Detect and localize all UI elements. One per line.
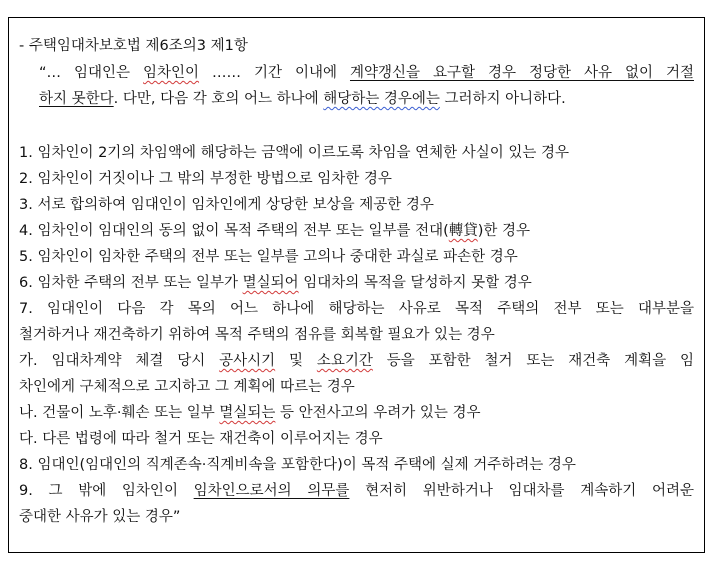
intro-text: 그러하지 아니하다.: [439, 91, 566, 107]
list-item: 7. 임대인이 다음 각 목의 어느 하나에 해당하는 사유로 목적 주택의 전부 또는 대부분을: [19, 301, 694, 317]
list-item: 철거하거나 재건축하기 위하여 목적 주택의 점유를 회복할 필요가 있는 경우: [19, 327, 495, 343]
document-frame: [8, 17, 705, 553]
list-item: [19, 218, 694, 244]
list-item: 차인에게 구체적으로 고지하고 그 계획에 따르는 경우: [19, 379, 355, 395]
list-item: [19, 400, 694, 426]
item-text: 및: [275, 353, 317, 369]
list-item: 다. 다른 법령에 따라 철거 또는 재건축이 이루어지는 경우: [19, 431, 383, 447]
item-text: 등 안전사고의 우려가 있는 경우: [275, 405, 481, 421]
item-text: 멸실되어: [242, 275, 299, 291]
list-item: 3. 서로 합의하여 임대인이 임차인에게 상당한 보상을 제공한 경우: [19, 197, 434, 213]
list-item: 8. 임대인(임대인의 직계존속·직계비속을 포함한다)이 목적 주택에 실제 거주하려는 경우: [19, 457, 576, 473]
item-text: 등을 포함한 철거 또는 재건축 계획을 임: [372, 353, 694, 369]
item-text: 소요기간: [316, 353, 373, 369]
item-text: 멸실되는: [219, 405, 276, 421]
intro-text: 임차인이: [143, 65, 200, 81]
intro-line-1: [39, 60, 694, 86]
item-underlined-text: 임차인으로서의 의무를: [193, 483, 350, 499]
item-text: 임대차의 목적을 달성하지 못할 경우: [298, 275, 532, 291]
list-item: [19, 478, 694, 504]
intro-underlined-text: 계약갱신을 요구할 경우 정당한 사유 없이 거절: [349, 65, 694, 81]
list-item: [19, 270, 694, 296]
list-item: [19, 348, 694, 374]
intro-text: 해당하는 경우에는: [323, 91, 440, 107]
intro-text: . 다만, 다음 각 호의 어느 하나에: [113, 91, 324, 107]
document-heading: - 주택임대차보호법 제6조의3 제1항: [19, 38, 248, 54]
intro-line-2: [39, 86, 694, 112]
intro-underlined-text: 하지 못한다: [39, 91, 114, 107]
intro-text: …… 기간 이내에: [199, 65, 350, 81]
list-item: 5. 임차인이 임차한 주택의 전부 또는 일부를 고의나 중대한 과실로 파손한 경우: [19, 249, 518, 265]
item-text: 현저히 위반하거나 임대차를 계속하기 어려운: [349, 483, 694, 499]
item-text: 공사시기: [219, 353, 276, 369]
item-text: 6. 임차한 주택의 전부 또는 일부가: [19, 275, 243, 291]
item-text: 9. 그 밖에 임차인이: [19, 483, 194, 499]
item-text: 4. 임차인이 임대인의 동의 없이 목적 주택의 전부 또는 일부를 전대(: [19, 223, 449, 239]
item-text: )한 경우: [477, 223, 531, 239]
list-item: 2. 임차인이 거짓이나 그 밖의 부정한 방법으로 임차한 경우: [19, 171, 392, 187]
item-text: 나. 건물이 노후·훼손 또는 일부: [19, 405, 220, 421]
item-text: 轉貸: [448, 223, 478, 239]
item-text: 가. 임대차계약 체결 당시: [19, 353, 220, 369]
list-item: 중대한 사유가 있는 경우”: [19, 509, 181, 525]
intro-text: “… 임대인은: [39, 65, 143, 81]
list-item: 1. 임차인이 2기의 차임액에 해당하는 금액에 이르도록 차임을 연체한 사실이 있는 경우: [19, 145, 569, 161]
